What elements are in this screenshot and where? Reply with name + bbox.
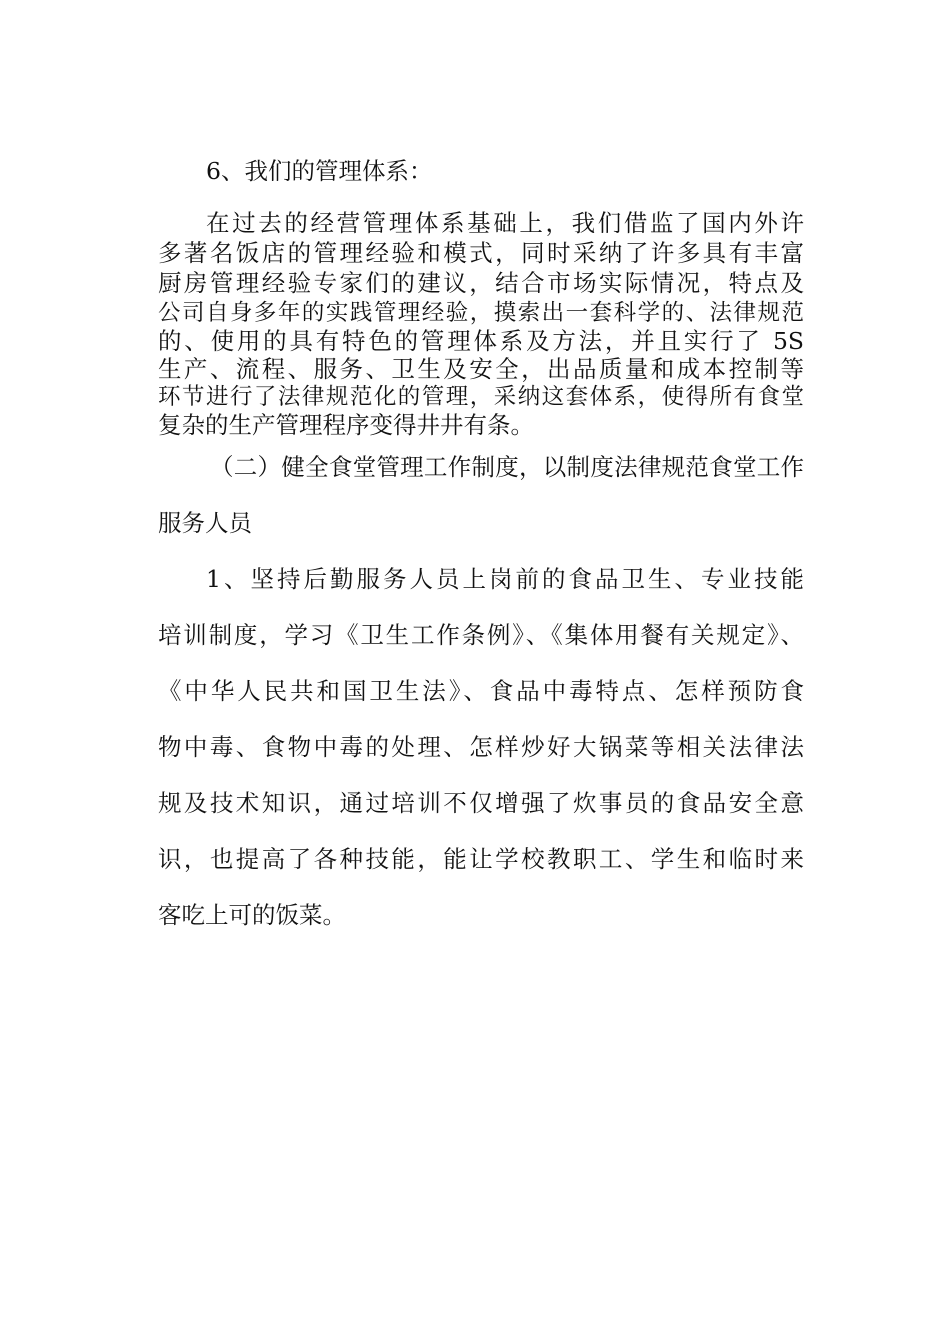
paragraph-line: 厨房管理经验专家们的建议，结合市场实际情况，特点及 [158,269,804,297]
list-item-line: 1、坚持后勤服务人员上岗前的食品卫生、专业技能 [206,565,804,593]
list-item-line: 客吃上可的饭菜。 [158,901,346,929]
list-item-line: 《中华人民共和国卫生法》、食品中毒特点、怎样预防食 [158,677,804,705]
paragraph-line: 的、使用的具有特色的管理体系及方法，并且实行了 5S [158,327,804,355]
paragraph-line: 公司自身多年的实践管理经验，摸索出一套科学的、法律规范 [158,300,804,326]
paragraph-line: 复杂的生产管理程序变得井井有条。 [158,411,534,439]
list-item-line: 识，也提高了各种技能，能让学校教职工、学生和临时来 [158,845,804,873]
section-heading-line: 服务人员 [158,509,252,537]
paragraph-line: 多著名饭店的管理经验和模式，同时采纳了许多具有丰富 [158,239,804,267]
list-item-line: 物中毒、食物中毒的处理、怎样炒好大锅菜等相关法律法 [158,733,804,761]
section-heading-6: 6、我们的管理体系： [206,157,433,185]
section-heading-line: （二）健全食堂管理工作制度，以制度法律规范食堂工作 [210,453,804,481]
paragraph-line: 生产、流程、服务、卫生及安全，出品质量和成本控制等 [158,355,804,383]
paragraph-line: 在过去的经营管理体系基础上，我们借监了国内外许 [206,209,804,237]
list-item-line: 培训制度，学习《卫生工作条例》、《集体用餐有关规定》、 [158,621,804,649]
paragraph-line: 环节进行了法律规范化的管理，采纳这套体系，使得所有食堂 [158,384,804,410]
list-item-line: 规及技术知识，通过培训不仅增强了炊事员的食品安全意 [158,789,804,817]
